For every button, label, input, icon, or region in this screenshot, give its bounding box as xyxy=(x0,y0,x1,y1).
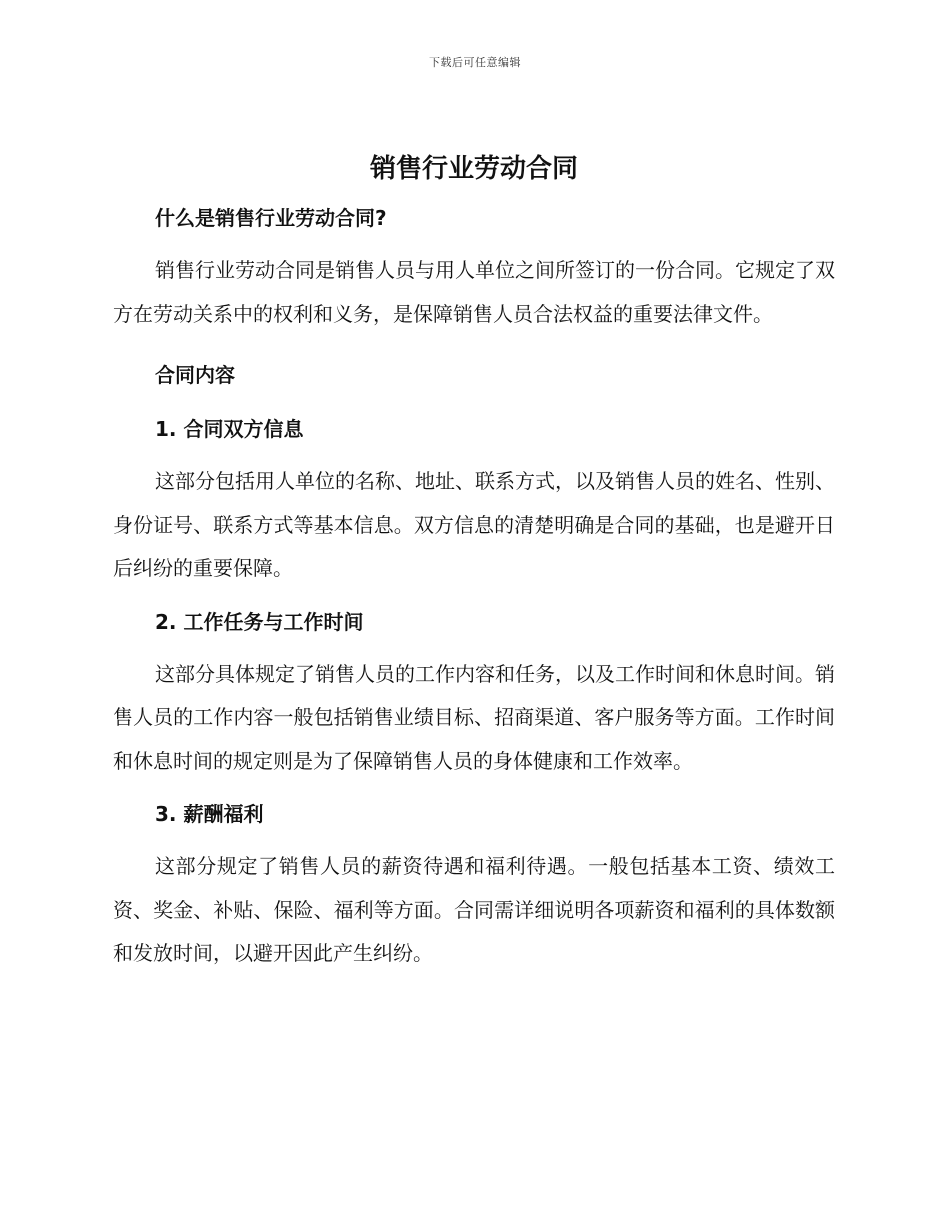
item-heading-work-tasks: 2. 工作任务与工作时间 xyxy=(155,609,364,634)
item-heading-parties-info: 1. 合同双方信息 xyxy=(155,417,304,441)
paragraph-definition: 销售行业劳动合同是销售人员与用人单位之间所签订的一份合同。它规定了双方在劳动关系中的权利和义务，是保障销售人员合法权益的重要法律文件。 xyxy=(113,258,835,326)
header-note: 下载后可任意编辑 xyxy=(429,56,521,69)
document-body xyxy=(113,147,835,976)
paragraph-compensation: 这部分规定了销售人员的薪资待遇和福利待遇。一般包括基本工资、绩效工资、奖金、补贴、保险、福利等方面。合同需详细说明各项薪资和福利的具体数额和发放时间，以避开因此产生纠纷。 xyxy=(113,854,835,965)
document-title: 销售行业劳动合同 xyxy=(369,154,578,184)
paragraph-parties-info: 这部分包括用人单位的名称、地址、联系方式，以及销售人员的姓名、性别、身份证号、联系方式等基本信息。双方信息的清楚明确是合同的基础，也是避开日后纠纷的重要保障。 xyxy=(113,469,835,580)
section-heading-what-is: 什么是销售行业劳动合同? xyxy=(155,206,387,230)
paragraph-work-tasks: 这部分具体规定了销售人员的工作内容和任务，以及工作时间和休息时间。销售人员的工作内容一般包括销售业绩目标、招商渠道、客户服务等方面。工作时间和休息时间的规定则是为了保障销售人员的身体健康和工作效率。 xyxy=(113,661,835,773)
section-heading-contract-content: 合同内容 xyxy=(155,363,235,387)
item-heading-compensation: 3. 薪酬福利 xyxy=(155,802,264,826)
